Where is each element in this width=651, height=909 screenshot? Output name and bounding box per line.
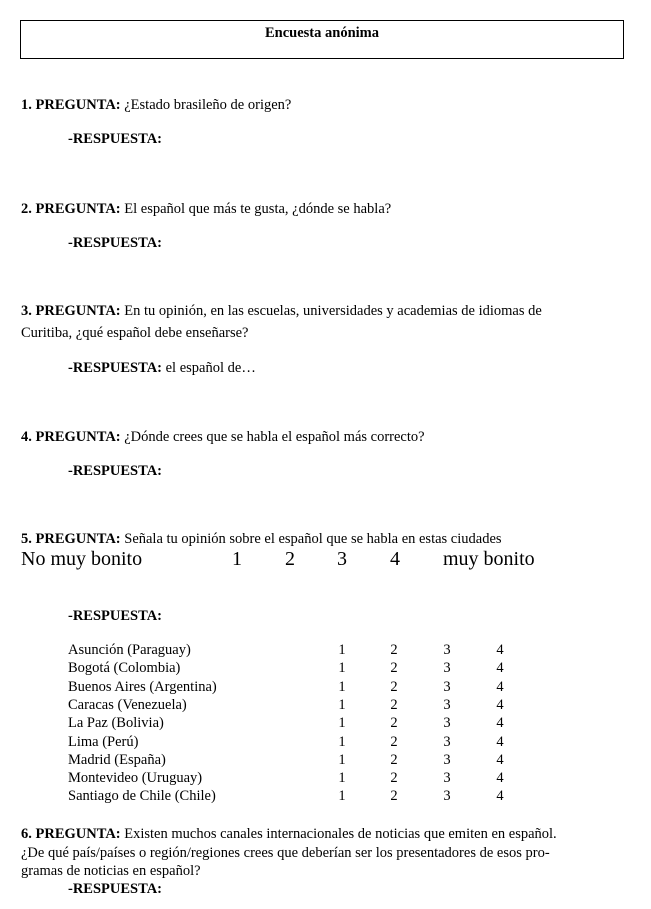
title-box (20, 20, 624, 59)
rating-option-3: 3 (443, 751, 451, 768)
rating-option-1: 1 (338, 678, 346, 695)
answer-3 (68, 360, 256, 377)
answer-label: -RESPUESTA: (68, 360, 162, 376)
city-name: Bogotá (Colombia) (68, 660, 181, 677)
answer-4 (68, 463, 162, 480)
rating-option-3: 3 (443, 696, 451, 713)
question-4 (21, 429, 425, 446)
question-1 (21, 97, 291, 114)
rating-option-1: 1 (338, 733, 346, 750)
rating-option-3: 3 (443, 660, 451, 677)
rating-option-3: 3 (443, 733, 451, 750)
question-text: En tu opinión, en las escuelas, universidades y academias de idiomas de (120, 303, 542, 319)
rating-option-3: 3 (443, 642, 451, 658)
rating-option-2: 2 (390, 770, 398, 787)
rating-option-2: 2 (390, 678, 398, 695)
rating-option-1: 1 (338, 660, 346, 677)
answer-6 (68, 881, 162, 898)
scale-low-label: No muy bonito (21, 548, 143, 570)
rating-option-1: 1 (338, 696, 346, 713)
rating-option-1: 1 (338, 751, 346, 768)
city-name: Madrid (España) (68, 751, 166, 768)
scale-high-label: muy bonito (443, 548, 535, 570)
scale-point-2: 2 (285, 548, 295, 570)
rating-option-4: 4 (496, 715, 504, 732)
question-3-line-2: Curitiba, ¿qué español debe enseñarse? (21, 325, 249, 341)
city-name: La Paz (Bolivia) (68, 715, 164, 732)
question-text: Señala tu opinión sobre el español que se habla en estas ciudades (120, 531, 502, 547)
question-6-line-3: gramas de noticias en español? (21, 863, 201, 879)
question-6-line-2: ¿De qué país/países o región/regiones crees que deberían ser los presentadores de esos pro- (21, 845, 550, 861)
answer-5 (68, 608, 162, 625)
question-label: 3. PREGUNTA: (21, 303, 121, 319)
rating-option-1: 1 (338, 788, 346, 805)
answer-1 (68, 131, 162, 148)
rating-option-2: 2 (390, 788, 398, 805)
question-6 (21, 826, 557, 843)
city-name: Buenos Aires (Argentina) (68, 678, 217, 695)
rating-option-3: 3 (443, 678, 451, 695)
rating-option-1: 1 (338, 642, 346, 658)
rating-option-3: 3 (443, 788, 451, 805)
question-label: 1. PREGUNTA: (21, 97, 121, 113)
rating-option-4: 4 (496, 788, 504, 805)
question-label: 6. PREGUNTA: (21, 826, 121, 842)
question-text: ¿Dónde crees que se habla el español más correcto? (120, 429, 425, 445)
answer-label: -RESPUESTA: (68, 608, 162, 624)
rating-option-1: 1 (338, 770, 346, 787)
city-name: Asunción (Paraguay) (68, 642, 191, 658)
city-name: Montevideo (Uruguay) (68, 770, 203, 787)
question-text: El español que más te gusta, ¿dónde se habla? (120, 201, 392, 217)
rating-option-2: 2 (390, 733, 398, 750)
rating-option-3: 3 (443, 770, 451, 787)
rating-option-4: 4 (496, 733, 504, 750)
question-text: Existen muchos canales internacionales de noticias que emiten en español. (120, 826, 557, 842)
rating-option-1: 1 (338, 715, 346, 732)
rating-option-4: 4 (496, 660, 504, 677)
answer-label: -RESPUESTA: (68, 881, 162, 897)
rating-option-2: 2 (390, 751, 398, 768)
scale-point-3: 3 (337, 548, 347, 570)
rating-option-4: 4 (496, 770, 504, 787)
question-2 (21, 201, 391, 218)
scale-point-4: 4 (390, 548, 400, 570)
answer-label: -RESPUESTA: (68, 235, 162, 251)
rating-option-2: 2 (390, 642, 398, 658)
question-label: 5. PREGUNTA: (21, 531, 121, 547)
rating-option-4: 4 (496, 678, 504, 695)
answer-label: -RESPUESTA: (68, 463, 162, 479)
rating-option-2: 2 (390, 660, 398, 677)
answer-text: el español de… (162, 360, 256, 376)
answer-label: -RESPUESTA: (68, 131, 162, 147)
city-name: Santiago de Chile (Chile) (68, 788, 216, 805)
scale-point-1: 1 (232, 548, 242, 570)
answer-2 (68, 235, 162, 252)
page-title: Encuesta anónima (264, 25, 379, 41)
rating-option-4: 4 (496, 696, 504, 713)
question-label: 2. PREGUNTA: (21, 201, 121, 217)
rating-option-2: 2 (390, 715, 398, 732)
question-3 (21, 303, 542, 320)
rating-option-3: 3 (443, 715, 451, 732)
rating-option-4: 4 (496, 751, 504, 768)
question-text: ¿Estado brasileño de origen? (120, 97, 292, 113)
city-name: Lima (Perú) (68, 733, 139, 750)
question-label: 4. PREGUNTA: (21, 429, 121, 445)
rating-option-4: 4 (496, 642, 504, 658)
city-name: Caracas (Venezuela) (68, 696, 187, 713)
question-5 (21, 531, 502, 548)
rating-option-2: 2 (390, 696, 398, 713)
